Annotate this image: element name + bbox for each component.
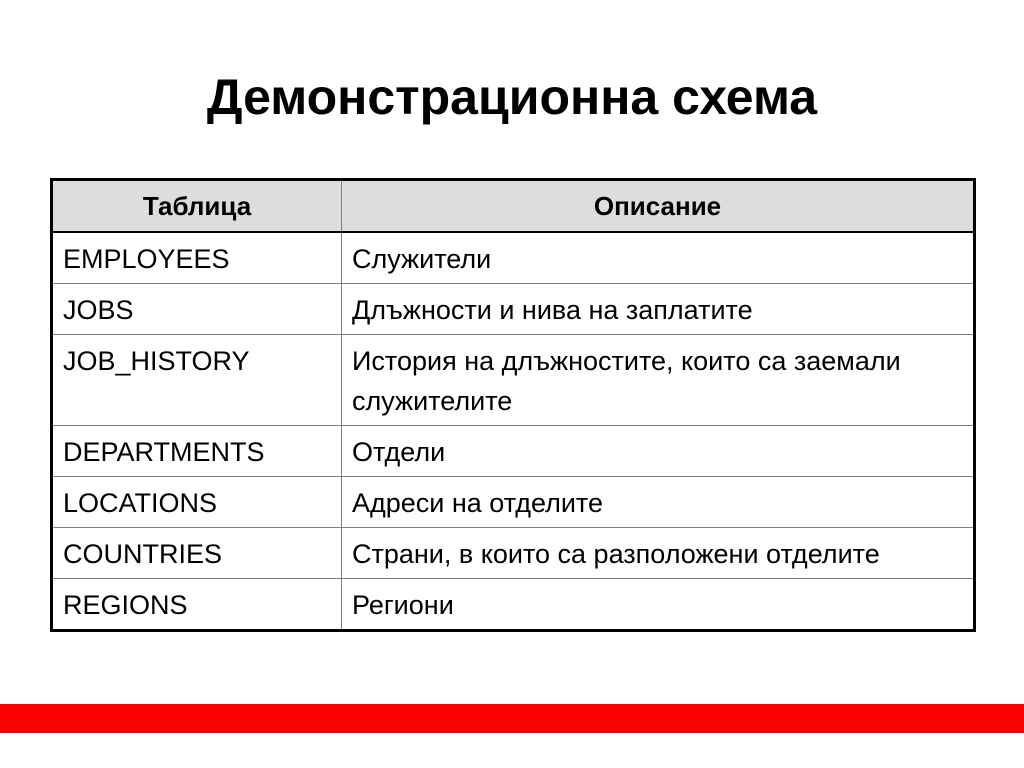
table-description-cell: Страни, в които са разположени отделите	[342, 528, 975, 579]
table-description-cell: Адреси на отделите	[342, 477, 975, 528]
table-name-cell: JOBS	[52, 284, 342, 335]
slide-title: Демонстрационна схема	[206, 69, 818, 125]
table-row	[52, 284, 975, 335]
table-description-cell: Отдели	[342, 426, 975, 477]
table-row	[52, 579, 975, 631]
table-description-cell: Служители	[342, 232, 975, 284]
table-row	[52, 232, 975, 284]
table-row	[52, 426, 975, 477]
column-header-table: Таблица	[52, 180, 342, 233]
footer-accent-band	[0, 704, 1024, 733]
table-name-cell: EMPLOYEES	[52, 232, 342, 284]
table-name-cell: JOB_HISTORY	[52, 335, 342, 426]
table-name-cell: LOCATIONS	[52, 477, 342, 528]
table-description-cell: Длъжности и нива на заплатите	[342, 284, 975, 335]
table-name-cell: DEPARTMENTS	[52, 426, 342, 477]
table-row	[52, 477, 975, 528]
table-header-row	[52, 180, 975, 233]
table-row	[52, 528, 975, 579]
table-description-cell: История на длъжностите, които са заемали служителите	[342, 335, 975, 426]
table-row	[52, 335, 975, 426]
table-name-cell: COUNTRIES	[52, 528, 342, 579]
table-name-cell: REGIONS	[52, 579, 342, 631]
column-header-description: Описание	[342, 180, 975, 233]
schema-table	[50, 178, 976, 632]
table-description-cell: Региони	[342, 579, 975, 631]
